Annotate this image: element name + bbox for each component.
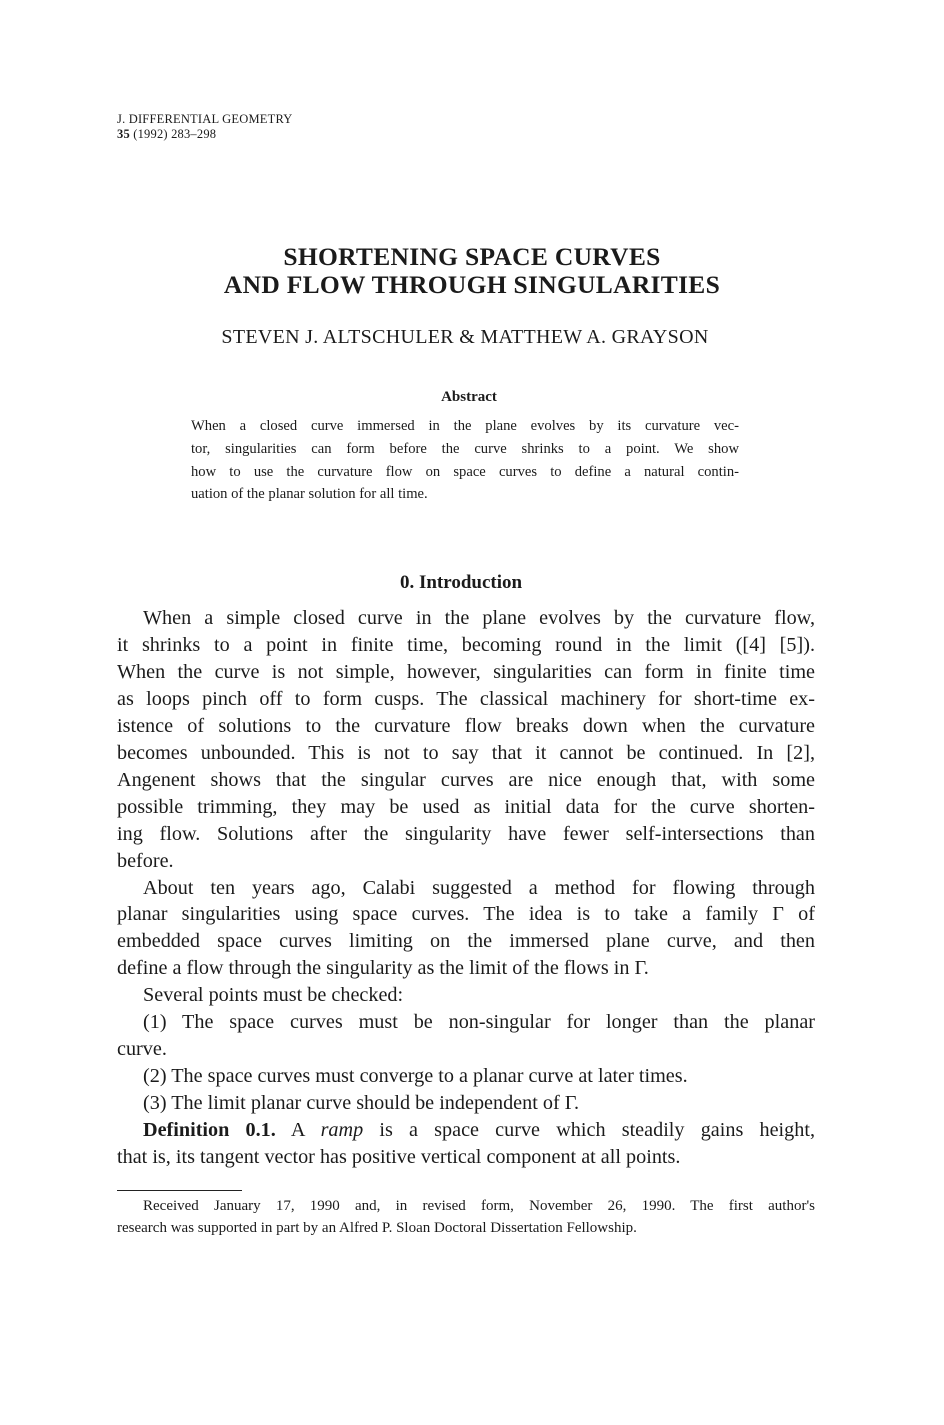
authors: STEVEN J. ALTSCHULER & MATTHEW A. GRAYSON [221, 326, 709, 348]
definition-pre: A [275, 1119, 321, 1142]
footnote-line: Received January 17, 1990 and, in revised form, November 26, 1990. The first author's [143, 1198, 815, 1214]
abstract-line: When a closed curve immersed in the plane evolves by its curvature vec- [191, 418, 739, 434]
text-line: possible trimming, they may be used as initial data for the curve shorten- [117, 795, 815, 818]
definition-post: is a space curve which steadily gains height, [363, 1119, 815, 1142]
text-line: About ten years ago, Calabi suggested a method for flowing through [143, 876, 815, 899]
introduction-body [117, 605, 815, 1171]
title-line-2: AND FLOW THROUGH SINGULARITIES [223, 270, 721, 299]
text-line: When a simple closed curve in the plane evolves by the curvature flow, [143, 607, 815, 629]
text-line: istence of solutions to the curvature flow breaks down when the curvature [117, 714, 815, 737]
text-line: curve. [117, 1038, 167, 1061]
title-line-1: SHORTENING SPACE CURVES [283, 242, 661, 271]
text-line: becomes unbounded. This is not to say that it cannot be continued. In [2], [117, 741, 815, 764]
text-line: as loops pinch off to form cusps. The classical machinery for short-time ex- [117, 687, 815, 710]
footnote-divider [117, 1190, 242, 1191]
definition-label: Definition 0.1. [143, 1119, 276, 1142]
journal-name: J. DIFFERENTIAL GEOMETRY [117, 112, 293, 126]
definition-term: ramp [320, 1119, 364, 1142]
text-line: ing flow. Solutions after the singularity have fewer self-intersections than [117, 822, 815, 845]
text-line: (3) The limit planar curve should be independent of Γ. [143, 1092, 580, 1115]
paper-title [0, 243, 944, 299]
definition-line: that is, its tangent vector has positive vertical component at all points. [117, 1146, 681, 1169]
definition-line [117, 1117, 815, 1144]
text-line: define a flow through the singularity as the limit of the flows in Γ. [117, 957, 649, 980]
section-heading-introduction: 0. Introduction [399, 572, 523, 593]
text-line: (1) The space curves must be non-singular for longer than the planar [143, 1011, 815, 1034]
journal-volume: 35 [117, 127, 130, 141]
text-line: before. [117, 849, 174, 872]
text-line: When the curve is not simple, however, singularities can form in finite time [117, 660, 815, 683]
journal-header [117, 112, 293, 142]
footnote [117, 1196, 815, 1239]
text-line: Angenent shows that the singular curves are nice enough that, with some [117, 768, 815, 791]
footnote-line: research was supported in part by an Alfred P. Sloan Doctoral Dissertation Fellowship. [117, 1219, 637, 1236]
abstract-heading: Abstract [441, 389, 497, 405]
text-line: (2) The space curves must converge to a planar curve at later times. [143, 1065, 688, 1088]
abstract-text [191, 415, 739, 506]
text-line: planar singularities using space curves. The idea is to take a family Γ of [117, 903, 815, 926]
abstract-line: how to use the curvature flow on space curves to define a natural contin- [191, 463, 739, 480]
text-line: embedded space curves limiting on the immersed plane curve, and then [117, 930, 815, 953]
text-line: Several points must be checked: [143, 984, 404, 1007]
abstract-line: tor, singularities can form before the curve shrinks to a point. We show [191, 440, 739, 457]
abstract-line: uation of the planar solution for all time. [191, 486, 428, 503]
text-line: it shrinks to a point in finite time, becoming round in the limit ([4] [5]). [117, 633, 815, 656]
journal-volume-line [117, 127, 293, 142]
journal-year-pages: (1992) 283–298 [129, 127, 217, 141]
